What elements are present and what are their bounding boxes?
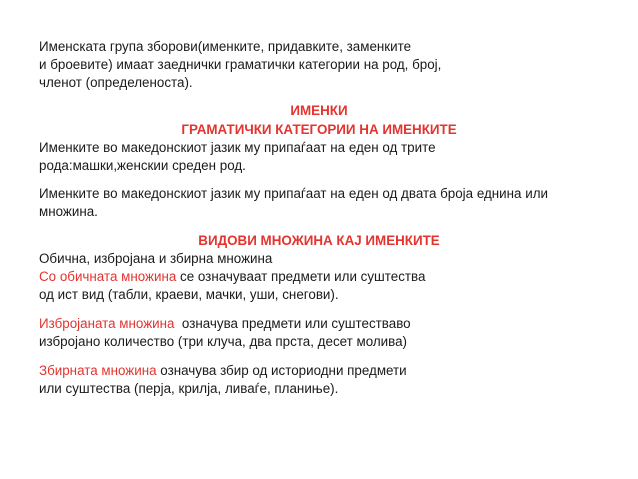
heading-imenki: ИМЕНКИ — [290, 103, 348, 118]
counted-line-2: избројано количество (три клуча, два прста, десет молива) — [39, 334, 408, 349]
ordinary-line-1 — [39, 268, 425, 286]
gender-line-2: рода:машки,женскии среден род. — [39, 158, 246, 173]
intro-line-1: Именската група зборови(имeнките, придавките, заменките — [39, 39, 412, 54]
gender-line-1: Имeнките во македонскиот јазик му припаѓаат на еден од трите — [39, 140, 436, 155]
intro-line-2: и броевите) имаат заеднички граматички категории на род, број, — [39, 57, 442, 72]
collective-line-2: или суштества (перја, крилја, ливаѓе, планиње). — [39, 381, 339, 396]
counted-line-1 — [39, 315, 411, 333]
collective-text: означува збир од историодни предмети — [156, 363, 407, 378]
heading-categories: ГРАМАТИЧКИ КАТЕГОРИИ НА ИМЕНКИТЕ — [181, 122, 457, 137]
plural-list-line: Обична, избројана и збирна множина — [39, 251, 273, 266]
collective-term: Збирната множина — [39, 363, 157, 378]
ordinary-text: се означуваат предмети или суштества — [176, 269, 426, 284]
counted-text: означува предмети или суштестваво — [174, 316, 411, 331]
counted-term: Избројаната множина — [39, 316, 175, 331]
number-line-1: Имeнките во македонскиот јазик му припаѓаат на еден од двата броја еднина или — [39, 186, 548, 201]
heading-plural-types: ВИДОВИ МНОЖИНА КАЈ ИМЕНКИТЕ — [198, 233, 440, 248]
ordinary-term: Со обичната множина — [39, 269, 177, 284]
intro-line-3: членот (определеноста). — [39, 75, 193, 90]
collective-line-1 — [39, 362, 407, 380]
number-line-2: множина. — [39, 204, 98, 219]
ordinary-line-2: од ист вид (табли, краеви, мачки, уши, снегови). — [39, 287, 339, 302]
